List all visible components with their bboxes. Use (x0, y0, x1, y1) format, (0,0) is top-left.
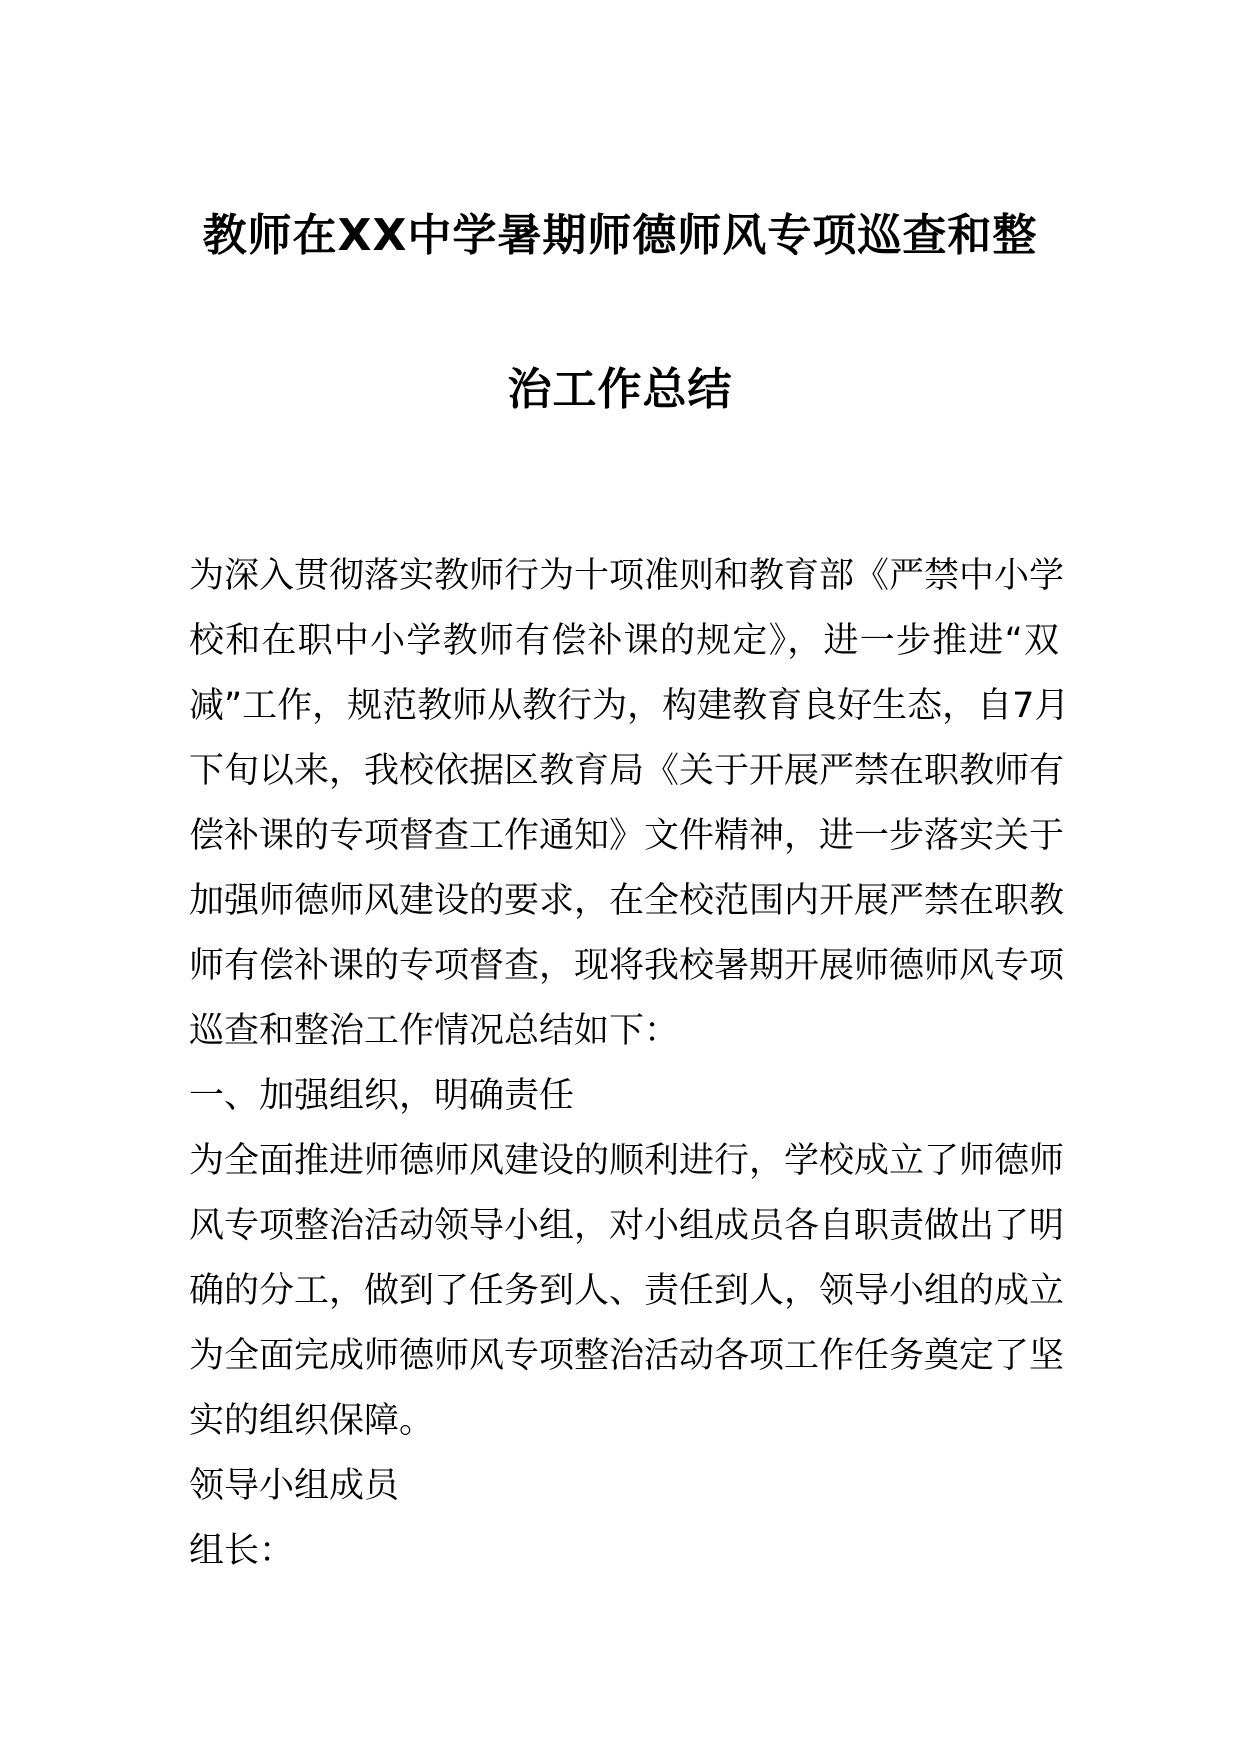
leadership-group-heading: 领导小组成员 (189, 1466, 400, 1506)
body-line-1: 为深入贯彻落实教师行为十项准则和教育部《严禁中小学 (189, 556, 1065, 596)
body-line-13: 为全面完成师德师风专项整治活动各项工作任务奠定了坚 (189, 1336, 1065, 1376)
body-line-8: 巡查和整治工作情况总结如下： (189, 1011, 680, 1051)
body-line-6: 加强师德师风建设的要求，在全校范围内开展严禁在职教 (189, 881, 1065, 921)
document-body (189, 544, 1070, 1584)
group-leader-label: 组长： (189, 1531, 295, 1571)
body-line-12: 确的分工，做到了任务到人、责任到人，领导小组的成立 (189, 1271, 1065, 1311)
section-heading-1: 一、加强组织，明确责任 (189, 1076, 575, 1116)
body-line-3: 减”工作，规范教师从教行为，构建教育良好生态，自7月 (189, 686, 1070, 726)
body-line-11: 风专项整治活动领导小组，对小组成员各自职责做出了明 (189, 1206, 1065, 1246)
body-line-7: 师有偿补课的专项督查，现将我校暑期开展师德师风专项 (189, 946, 1065, 986)
document-title-line-2: 治工作总结 (507, 364, 733, 415)
document-title-line-1: 教师在XX中学暑期师德师风专项巡查和整 (202, 210, 1038, 261)
body-line-4: 下旬以来，我校依据区教育局《关于开展严禁在职教师有 (189, 751, 1065, 791)
body-line-5: 偿补课的专项督查工作通知》文件精神，进一步落实关于 (189, 816, 1065, 856)
body-line-14: 实的组织保障。 (189, 1401, 435, 1441)
body-line-10: 为全面推进师德师风建设的顺利进行，学校成立了师德师 (189, 1141, 1065, 1181)
body-line-2: 校和在职中小学教师有偿补课的规定》，进一步推进“双 (189, 621, 1059, 661)
